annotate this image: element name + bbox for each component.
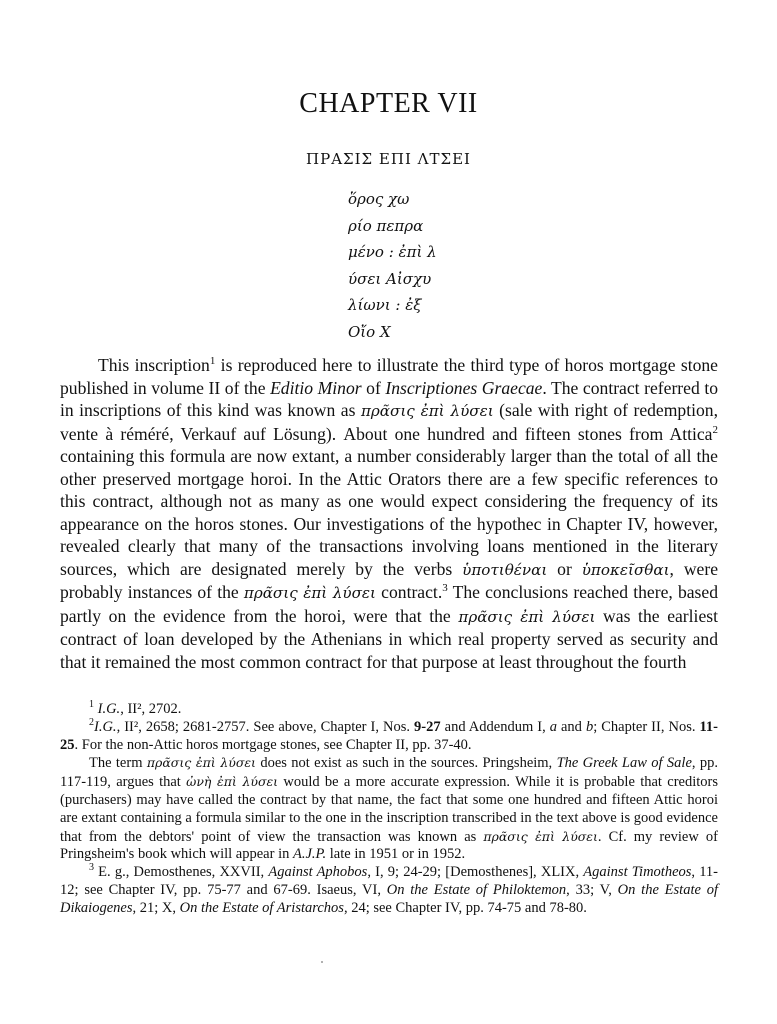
bold-run: 9-27 (414, 718, 441, 735)
text-run: E. g., Demosthenes, XXVII, (94, 864, 269, 881)
italic-run: a (549, 718, 557, 735)
text-run: would be a more accurate expression. While it is probable that creditors (purchasers) may have called the contract by that name, the fact that some one hundred and fifteen Attic horoi are extant containing a formula similar to the one in the inscription transcribed in the text above is good evidence that from the debtors' point of view the transaction was known as (60, 774, 719, 845)
footnote-mark: 2 (89, 716, 94, 728)
text-run: and (556, 718, 586, 735)
greek-term: πρᾶσις ἐπὶ λύσει (458, 607, 596, 626)
footnote-ref-3: 3 (442, 582, 448, 595)
italic-run: I.G. (97, 701, 121, 717)
footnote-2 (60, 716, 719, 755)
text-run: of (361, 377, 386, 398)
text-run: containing this formula are now extant, a number considerably larger than the total of all the other preserved mortgage horoi. In the Attic Orators there are a few specific references to this contract, although not as many as one would expect considering the frequency of its appearance on the horos stones. Our investigations of the hypothec in Chapter IV, however, revealed clearly that many of the transactions involving loans mentioned in the literary sources, which are designated merely by the verbs (60, 446, 718, 579)
greek-term: πρᾶσις ἐπὶ λύσει (146, 755, 256, 771)
greek-term: ὑποτιθέναι (462, 560, 548, 579)
text-run: , 11-12; see Chapter IV, pp. 75-77 and 67-69. Isaeus, VI, (60, 864, 719, 898)
inscription-line: ὅρος χω (348, 190, 410, 208)
italic-run: Inscriptiones Graecae (385, 377, 543, 398)
italic-run: The Greek Law of Sale (556, 755, 692, 772)
inscription-line: ρίο πεπρα (348, 216, 424, 235)
text-run: or (547, 558, 582, 579)
greek-term: ὠνὴ ἐπὶ λύσει (186, 774, 279, 790)
footnote-2-continued (60, 754, 718, 864)
text-run: . The contract referred to in inscriptions of this kind was known as (60, 377, 719, 420)
inscription-line: λίωνι : ἐξ (348, 296, 422, 314)
text-run: does not exist as such in the sources. Pringsheim, (255, 755, 557, 772)
page-speck (321, 961, 323, 963)
footnote-ref-2: 2 (712, 423, 718, 436)
text-run: and Addendum I, (440, 718, 550, 735)
footnote-1 (60, 701, 718, 719)
text-run: contract. (375, 582, 443, 602)
text-run: , 33; V, (566, 881, 618, 898)
text-run: , II², 2702. (120, 701, 182, 717)
text-run: late in 1951 or in 1952. (326, 846, 466, 863)
text-run: The conclusions reached there, based partly on the evidence from the horoi, were that the (60, 582, 719, 626)
greek-term: πρᾶσις ἐπὶ λύσει (483, 828, 598, 844)
text-run: , I, 9; 24-29; [Demosthenes], XLIX, (367, 864, 584, 881)
text-run: , 24; see Chapter IV, pp. 74-75 and 78-80. (343, 899, 587, 916)
text-run: . Cf. my review of Pringsheim's book which will appear in (60, 828, 718, 863)
bold-run: 11-25 (60, 718, 719, 753)
greek-term: πρᾶσις ἐπὶ λύσει (243, 584, 376, 602)
text-run: (sale with right of redemption, vente à réméré, Verkauf auf Lösung). About one hundred and fifteen stones from Attica (60, 400, 718, 444)
text-run: , pp. 117-119, argues that (60, 755, 719, 791)
text-run: , II², 2658; 2681-2757. See above, Chapter I, Nos. (116, 718, 415, 735)
text-run: , 21; X, (132, 899, 180, 916)
text-run: ; Chapter II, Nos. (593, 718, 700, 735)
italic-run: b (585, 718, 594, 735)
italic-run: On the Estate of Philoktemon (386, 881, 567, 898)
greek-heading: ΠΡΑΣΙΣ ΕΠΙ ΛΤΣΕΙ (306, 150, 471, 168)
text-run: is reproduced here to illustrate the third type of horos mortgage stone published in volume II of the (60, 355, 718, 398)
footnote-3 (60, 864, 718, 917)
italic-run: On the Estate of Dikaiogenes (60, 881, 718, 916)
footnote-ref-1: 1 (209, 355, 216, 368)
text-run: , were probably instances of the (60, 558, 719, 602)
italic-run: Against Timotheos (583, 864, 692, 881)
greek-term: πρᾶσις ἐπὶ λύσει (360, 402, 494, 420)
footnote-mark: 3 (89, 862, 94, 874)
text-run: . For the non-Attic horos mortgage stones, see Chapter II, pp. 37-40. (74, 736, 472, 753)
italic-run: On the Estate of Aristarchos (179, 899, 344, 916)
body-paragraph (60, 354, 718, 673)
text-run: This inscription (98, 355, 210, 375)
text-run: The term (89, 755, 147, 772)
chapter-title: CHAPTER VII (299, 88, 478, 119)
italic-run: Editio Minor (270, 377, 362, 398)
footnotes (60, 701, 718, 918)
footnote-mark: 1 (89, 699, 94, 711)
greek-term: ὑποκεῖσθαι (581, 560, 670, 579)
inscription-block (348, 186, 437, 345)
text-run: was the earliest contract of loan developed by the Athenians in which real property served as security and that it remained the most common contract for that purpose at least throughout the fourth (60, 605, 718, 672)
inscription-line: Οἴο Χ (348, 322, 391, 341)
inscription-line: μένο : ἐπὶ λ (348, 243, 437, 261)
inscription-line: ύσει Αἰσχυ (348, 269, 432, 288)
italic-run: Against Aphobos (268, 864, 368, 881)
italic-run: A.J.P. (292, 846, 327, 863)
italic-run: I.G. (94, 718, 117, 735)
